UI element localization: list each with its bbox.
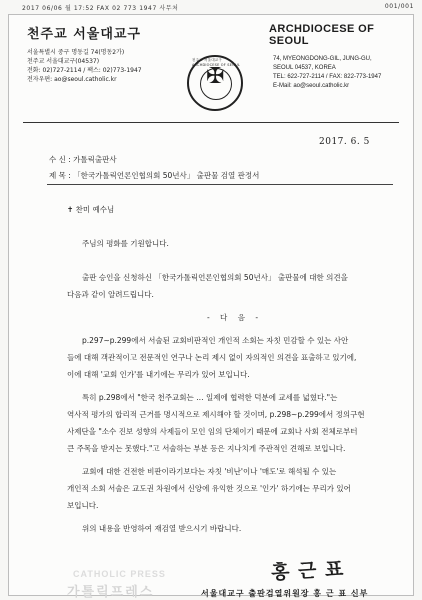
watermark-korean: 가톨릭프레스 — [67, 585, 155, 600]
archdiocese-seal-icon — [187, 55, 243, 111]
para1-line-2: 들에 대해 객관적이고 전문적인 연구나 논리 제시 없이 자의적인 의견을 표출하고 있기에, — [67, 353, 357, 362]
recipient-line: 수 신 : 가톨릭출판사 — [49, 155, 117, 164]
sender-email-english: E-Mail: ao@seoul.catholic.kr — [273, 83, 350, 89]
sender-phone-fax: 전화: 02)727-2114 / 팩스: 02)773-1947 — [27, 67, 142, 74]
intro-line-1: 출판 승인을 신청하신 「한국가톨릭언론인협의회 50년사」 출판물에 대한 의견을 — [82, 273, 348, 282]
sender-tel-fax-english: TEL: 622-727-2114 / FAX: 822-773-1947 — [273, 74, 382, 80]
intro-line-2: 다음과 같이 알려드립니다. — [67, 290, 154, 299]
sender-email: 전자우편: ao@seoul.catholic.kr — [27, 76, 117, 83]
subject-line: 제 목 : 「한국가톨릭언론인협의회 50년사」 출판물 검열 판정서 — [49, 171, 260, 180]
para3-line-3: 보입니다. — [67, 501, 99, 510]
sender-address: 서울특별시 중구 명동길 74(명동2가) — [27, 49, 125, 56]
letterhead-english — [269, 23, 413, 91]
sender-address-english: 74, MYEONGDONG-GIL, JUNG-GU, — [273, 56, 372, 62]
fax-header-line: 2017 06/06 월 17:52 FAX 02 773 1947 사무처 — [22, 5, 179, 12]
greeting: ✝ 찬미 예수님 — [67, 205, 115, 214]
letter-page — [8, 14, 414, 600]
signer-title: 서울대교구 출판검열위원장 홍 근 표 신부 — [201, 589, 369, 598]
seal-cross-icon: ✠ — [206, 64, 225, 89]
fax-transmission-header — [22, 3, 414, 12]
para2-line-2: 역사적 평가의 합리적 근거를 명시적으로 제시해야 할 것이며, p.298~p.299에서 정의구현 — [67, 410, 365, 419]
subject-divider — [47, 184, 393, 185]
section-heading: - 다 음 - — [206, 313, 263, 322]
letterhead-korean — [27, 23, 142, 84]
watermark-english: CATHOLIC PRESS — [73, 569, 166, 579]
peace-line: 주님의 평화를 기원합니다. — [82, 239, 169, 248]
document-date: 2017. 6. 5 — [319, 137, 370, 147]
para2-line-3: 사제단을 "소수 진보 성향의 사제들이 모인 임의 단체이기 때문에 교회나 사회 전체로부터 — [67, 427, 358, 436]
seal-rim-text: 천주교 서울대교구 ARCHDIOCESE OF SEOUL — [192, 58, 240, 67]
para3-line-2: 개인적 소회 서술은 교도권 차원에서 신앙에 유익한 것으로 '인가' 하기에는 무리가 있어 — [67, 484, 351, 493]
para1-line-3: 이에 대해 '교회 인가'를 내기에는 무리가 있어 보입니다. — [67, 370, 250, 379]
sender-address-detail: 천주교 서울대교구(04537) — [27, 58, 100, 65]
handwritten-signature: 홍 근 표 — [270, 558, 345, 584]
sender-city-english: SEOUL 04537, KOREA — [273, 65, 336, 71]
letter-body — [67, 201, 402, 537]
letterhead-divider — [23, 122, 399, 123]
para1-line-1: p.297~p.299에서 서술된 교회비판적인 개인적 소회는 자칫 민감할 수 있는 사안 — [82, 336, 349, 345]
para2-line-1: 특히 p.298에서 "한국 천주교회는 … 일제에 협력한 덕분에 교세를 넓혔다."는 — [82, 393, 338, 402]
closing-line: 위의 내용을 반영하여 재검열 받으시기 바랍니다. — [82, 524, 242, 533]
sender-name-korean: 천주교 서울대교구 — [27, 27, 141, 42]
fax-page-number: 001/001 — [384, 3, 414, 10]
para3-line-1: 교회에 대한 건전한 비판이라기보다는 자칫 '비난'이나 '매도'로 해석될 수 있는 — [82, 467, 337, 476]
para2-line-4: 큰 주목을 받지는 못했다."고 서술하는 부분 등은 지나치게 주관적인 견해로 보입니다. — [67, 444, 346, 453]
sender-name-english: ARCHDIOCESE OF SEOUL — [269, 23, 375, 47]
